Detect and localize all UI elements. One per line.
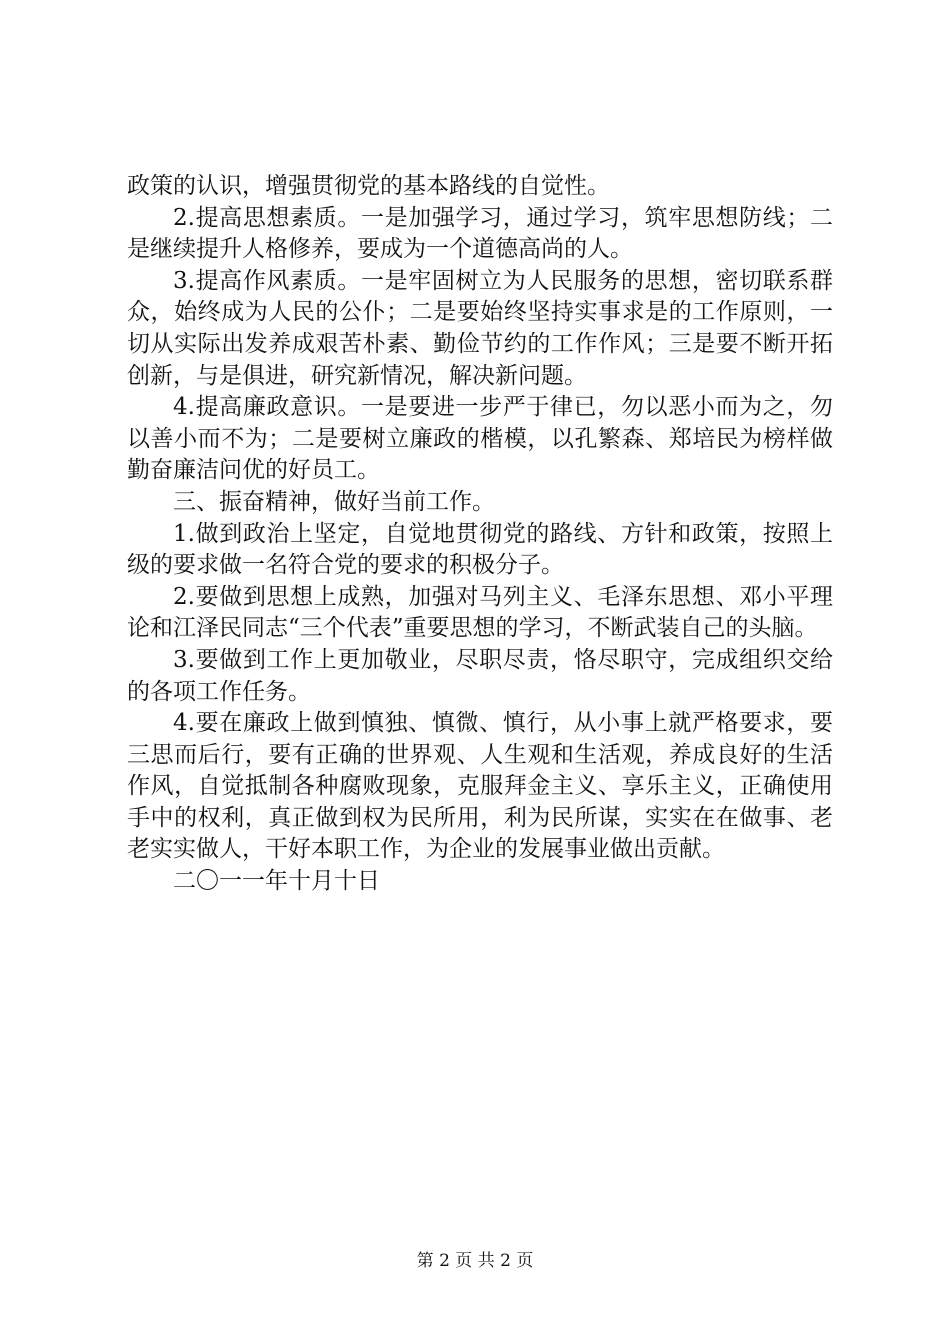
section-heading-3: 三、振奋精神，做好当前工作。 [173, 488, 495, 515]
paragraph-4: 4.提高廉政意识。一是要进一步严于律已，勿以恶小而为之，勿以善小而不为；二是要树立廉政的楷模，以孔繁森、郑培民为榜样做勤奋廉洁问优的好员工。 [127, 394, 833, 484]
document-date: 二〇一一年十月十日 [173, 868, 380, 895]
page-number-footer: 第 2 页 共 2 页 [416, 1251, 534, 1271]
paragraph-7: 3.要做到工作上更加敬业，尽职尽责，恪尽职守，完成组织交给的各项工作任务。 [127, 646, 833, 705]
paragraph-3: 3.提高作风素质。一是牢固树立为人民服务的思想，密切联系群众，始终成为人民的公仆；二是要始终坚持实事求是的工作原则，一切从实际出发养成艰苦朴素、勤俭节约的工作作风；三是要不断开拓创新，与是俱进，研究新情况，解决新问题。 [127, 267, 833, 389]
document-body [127, 171, 833, 898]
paragraph-8: 4.要在廉政上做到慎独、慎微、慎行，从小事上就严格要求，要三思而后行，要有正确的世界观、人生观和生活观，养成良好的生活作风，自觉抵制各种腐败现象，克服拜金主义、享乐主义，正确使用手中的权利，真正做到权为民所用，利为民所谋，实实在在做事、老老实实做人，干好本职工作，为企业的发展事业做出贡献。 [127, 710, 833, 863]
paragraph-2: 2.提高思想素质。一是加强学习，通过学习，筑牢思想防线；二是继续提升人格修养，要成为一个道德高尚的人。 [127, 204, 833, 263]
paragraph-6: 2.要做到思想上成熟，加强对马列主义、毛泽东思想、邓小平理论和江泽民同志“三个代表”重要思想的学习，不断武装自己的头脑。 [127, 583, 833, 642]
paragraph-1: 政策的认识，增强贯彻党的基本路线的自觉性。 [127, 173, 610, 199]
paragraph-5: 1.做到政治上坚定，自觉地贯彻党的路线、方针和政策，按照上级的要求做一名符合党的要求的积极分子。 [127, 520, 833, 579]
